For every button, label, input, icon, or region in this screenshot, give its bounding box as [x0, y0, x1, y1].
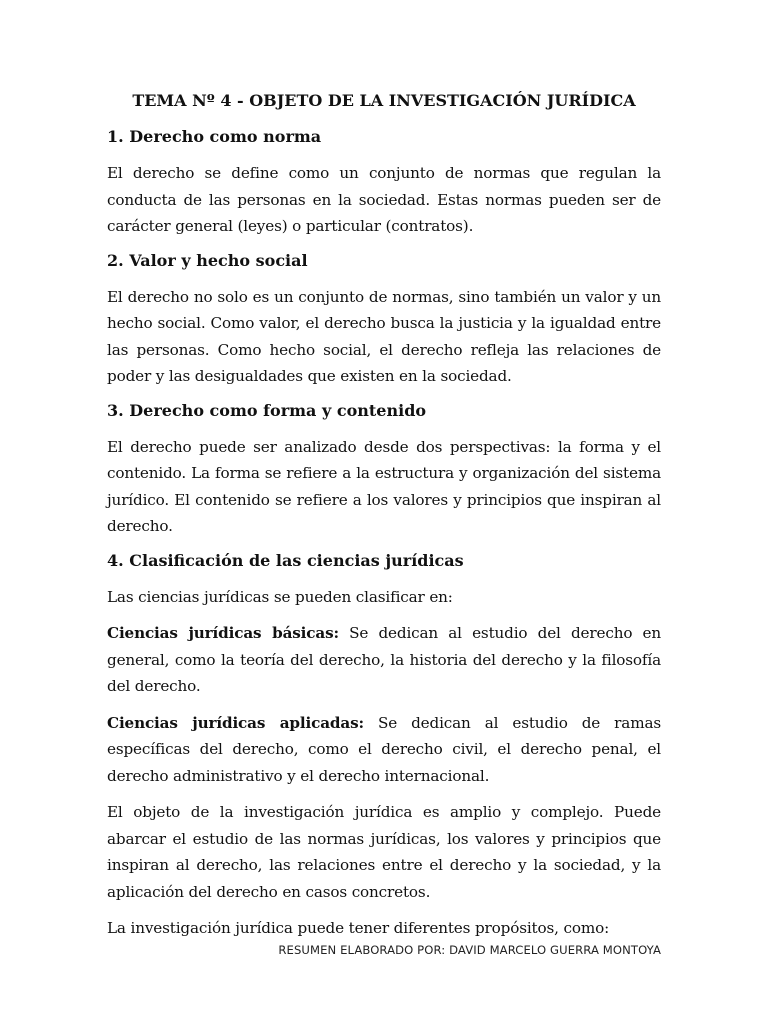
page-footer: RESUMEN ELABORADO POR: DAVID MARCELO GUERRA MONTOYA: [278, 943, 661, 957]
applied-sciences-term: Ciencias jurídicas aplicadas:: [107, 713, 364, 732]
document-title: TEMA Nº 4 - OBJETO DE LA INVESTIGACIÓN JURÍDICA: [132, 91, 636, 110]
object-paragraph: El objeto de la investigación jurídica es amplio y complejo. Puede abarcar el estudio de las normas jurídicas, los valores y principios que inspiran al derecho, las relaciones entre el derecho y la sociedad, y la aplicación del derecho en casos concretos.: [107, 803, 661, 901]
section-paragraph-forma-y-contenido: El derecho puede ser analizado desde dos perspectivas: la forma y el contenido. La forma se refiere a la estructura y organización del sistema jurídico. El contenido se refiere a los valores y principios que inspiran al derecho.: [107, 437, 661, 535]
basic-sciences-paragraph: [107, 620, 661, 700]
section-heading-derecho-como-norma: 1. Derecho como norma: [107, 127, 322, 146]
section-heading-forma-y-contenido: 3. Derecho como forma y contenido: [107, 400, 427, 420]
applied-sciences-paragraph: [107, 710, 661, 790]
section-heading-valor-y-hecho-social: 2. Valor y hecho social: [107, 250, 308, 270]
basic-sciences-term: Ciencias jurídicas básicas:: [107, 624, 339, 642]
purposes-paragraph: La investigación jurídica puede tener diferentes propósitos, como:: [107, 919, 610, 937]
basic-sciences-text: Se dedican al estudio del derecho en general, como la teoría del derecho, la historia del derecho y la filosofía del derecho.: [107, 624, 661, 695]
section-heading-clasificacion: 4. Clasificación de las ciencias jurídicas: [107, 550, 464, 570]
applied-sciences-text: Se dedican al estudio de ramas específicas del derecho, como el derecho civil, el derecho penal, el derecho administrativo y el derecho internacional.: [107, 713, 661, 785]
classification-intro: Las ciencias jurídicas se pueden clasificar en:: [107, 587, 453, 606]
section-paragraph-valor-y-hecho-social: El derecho no solo es un conjunto de normas, sino también un valor y un hecho social. Como valor, el derecho busca la justicia y la igualdad entre las personas. Como hecho social, el derecho refleja las relaciones de poder y las desigualdades que existen en la sociedad.: [107, 287, 661, 385]
section-paragraph-derecho-como-norma: El derecho se define como un conjunto de normas que regulan la conducta de las personas en la sociedad. Estas normas pueden ser de carácter general (leyes) o particular (contratos).: [107, 164, 661, 235]
document-body: [107, 90, 661, 952]
